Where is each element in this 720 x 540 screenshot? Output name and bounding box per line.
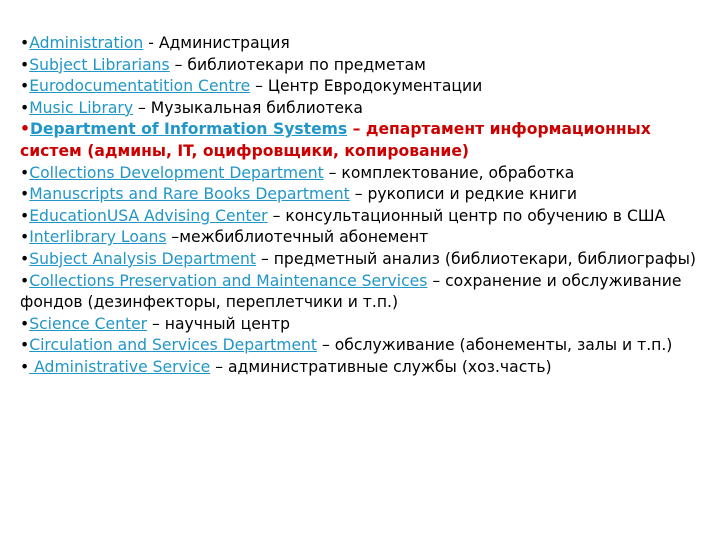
item-description: – обслуживание (абонементы, залы и т.п.) (317, 336, 673, 355)
bullet: • (20, 120, 30, 139)
list-item-collections-preservation (20, 271, 710, 314)
list-item-information-systems (20, 119, 710, 162)
link-manuscripts-rare-books[interactable]: Manuscripts and Rare Books Department (29, 185, 350, 204)
bullet: • (20, 55, 30, 74)
bullet: • (20, 34, 30, 52)
item-description: – научный центр (147, 314, 290, 333)
bullet: • (20, 98, 30, 117)
link-interlibrary-loans[interactable]: Interlibrary Loans (29, 228, 167, 247)
item-description: – департамент информационных систем (админы, IT, оцифровщики, копирование) (20, 120, 651, 160)
list-item-subject-analysis (20, 249, 710, 271)
link-administration[interactable]: Administration (29, 34, 144, 52)
bullet: • (20, 228, 30, 247)
list-item-collections-development (20, 163, 710, 185)
list-item-interlibrary-loans (20, 227, 710, 249)
item-description: – библиотекари по предметам (169, 55, 426, 74)
link-information-systems[interactable]: Department of Information Systems (29, 120, 348, 139)
link-music-library[interactable]: Music Library (29, 98, 134, 117)
link-subject-librarians[interactable]: Subject Librarians (29, 55, 170, 74)
link-educationusa[interactable]: EducationUSA Advising Center (29, 206, 268, 225)
link-science-center[interactable]: Science Center (29, 314, 148, 333)
bullet: • (20, 336, 30, 355)
list-item-manuscripts-rare-books (20, 184, 710, 206)
item-description: – Центр Евродокументации (250, 77, 483, 96)
link-administrative-service[interactable]: Administrative Service (29, 357, 211, 376)
list-item-educationusa (20, 206, 710, 228)
item-description: – административные службы (хоз.часть) (210, 357, 552, 376)
list-item-circulation-services (20, 335, 710, 357)
list-item-administrative-service (20, 357, 710, 379)
item-description: – комплектование, обработка (323, 163, 575, 182)
item-description: – сохранение и обслуживание фондов (дезинфекторы, переплетчики и т.п.) (20, 271, 682, 312)
bullet: • (20, 163, 30, 182)
item-description: –межбиблиотечный абонемент (166, 228, 429, 247)
item-description: – консультационный центр по обучению в США (267, 206, 666, 225)
list-item-science-center (20, 314, 710, 336)
list-item-music-library (20, 98, 710, 120)
item-description: - Администрация (143, 34, 290, 52)
item-description: – Музыкальная библиотека (133, 98, 363, 117)
list-item-administration (20, 33, 710, 55)
link-eurodocumentation-centre[interactable]: Eurodocumentatition Centre (29, 77, 251, 96)
link-collections-preservation[interactable]: Collections Preservation and Maintenance Services (29, 271, 428, 290)
link-subject-analysis[interactable]: Subject Analysis Department (29, 249, 257, 268)
bullet: • (20, 357, 30, 376)
bullet: • (20, 271, 30, 290)
list-item-eurodocumentation-centre (20, 76, 710, 98)
list-item-subject-librarians (20, 55, 710, 77)
bullet: • (20, 77, 30, 96)
bullet: • (20, 185, 30, 204)
item-description: – предметный анализ (библиотекари, библиографы) (256, 249, 696, 268)
item-description: – рукописи и редкие книги (349, 185, 578, 204)
bullet: • (20, 249, 30, 268)
bullet: • (20, 206, 30, 225)
department-list (20, 33, 710, 379)
link-circulation-services[interactable]: Circulation and Services Department (29, 336, 318, 355)
bullet: • (20, 314, 30, 333)
link-collections-development[interactable]: Collections Development Department (29, 163, 324, 182)
